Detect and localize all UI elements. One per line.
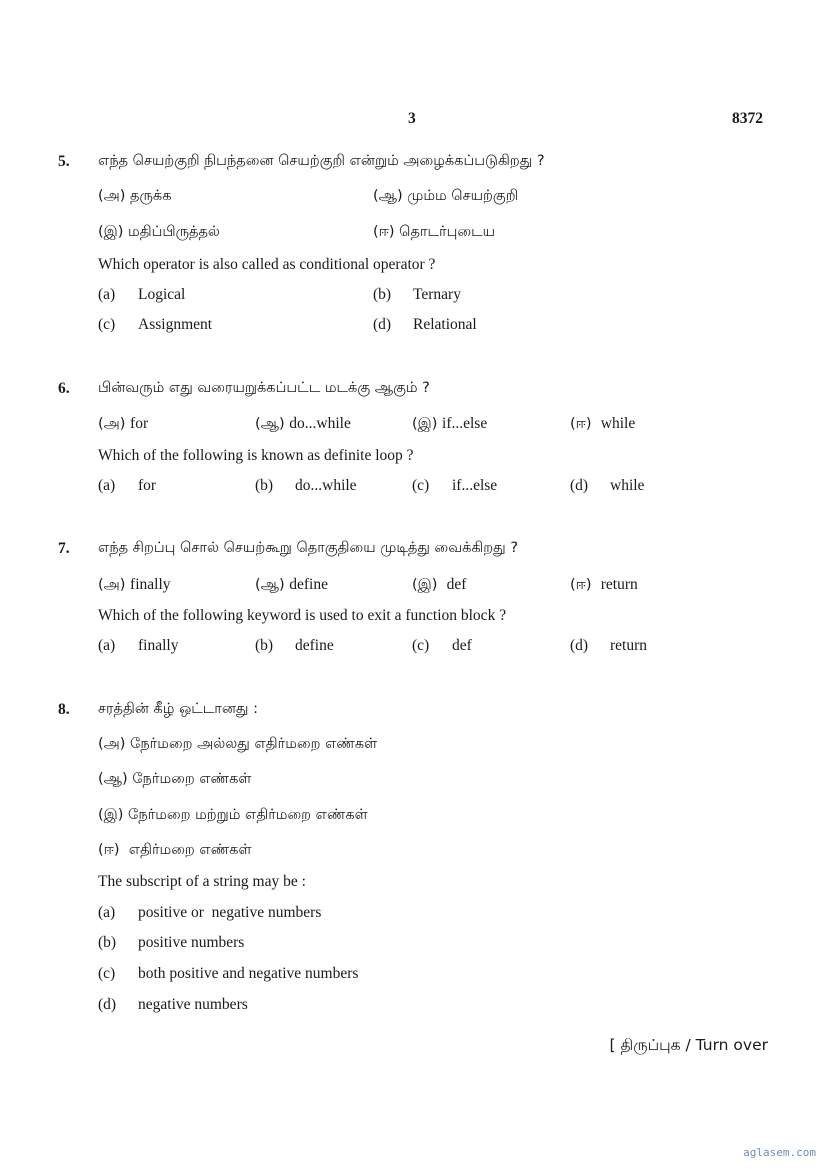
q7-tamil-option-b: (ஆ) define xyxy=(255,576,328,593)
q5-option-b-text: Ternary xyxy=(413,286,461,303)
q7-option-c-marker: (c) xyxy=(412,637,430,654)
q5-tamil-option-d: (ஈ) தொடர்புடைய xyxy=(373,224,496,240)
q8-option-a-text: positive or negative numbers xyxy=(138,904,322,921)
q6-option-a-marker: (a) xyxy=(98,477,116,494)
q6-tamil-option-a: (அ) for xyxy=(98,415,149,432)
page-number: 3 xyxy=(408,110,416,127)
q7-tamil-option-d: (ஈ) return xyxy=(570,576,638,593)
question-5-tamil: எந்த செயற்குறி நிபந்தனை செயற்குறி என்றும் அழைக்கப்படுகிறது ? xyxy=(98,153,545,169)
q7-option-d-marker: (d) xyxy=(570,637,589,654)
q7-option-b-text: define xyxy=(295,637,334,654)
q6-option-b-text: do...while xyxy=(295,477,357,494)
q8-tamil-option-b: (ஆ) நேர்மறை எண்கள் xyxy=(98,771,252,787)
q7-option-a-marker: (a) xyxy=(98,637,116,654)
q6-option-a-text: for xyxy=(138,477,157,494)
question-7-tamil: எந்த சிறப்பு சொல் செயற்கூறு தொகுதியை முடித்து வைக்கிறது ? xyxy=(98,540,519,556)
q5-tamil-option-c: (இ) மதிப்பிருத்தல் xyxy=(98,224,220,240)
question-5-english: Which operator is also called as conditional operator ? xyxy=(98,256,436,273)
question-7-english: Which of the following keyword is used to exit a function block ? xyxy=(98,607,507,624)
question-8-number: 8. xyxy=(58,701,70,718)
q5-option-b-marker: (b) xyxy=(373,286,392,303)
question-8-tamil: சரத்தின் கீழ் ஒட்டானது : xyxy=(98,701,259,717)
q7-option-a-text: finally xyxy=(138,637,179,654)
paper-code: 8372 xyxy=(732,110,763,127)
q5-tamil-option-b: (ஆ) மும்ம செயற்குறி xyxy=(373,188,519,204)
question-6-english: Which of the following is known as definite loop ? xyxy=(98,447,414,464)
q6-option-d-marker: (d) xyxy=(570,477,589,494)
q7-option-b-marker: (b) xyxy=(255,637,274,654)
q5-option-a-text: Logical xyxy=(138,286,186,303)
q8-option-b-text: positive numbers xyxy=(138,934,245,951)
question-6-number: 6. xyxy=(58,380,70,397)
q6-option-c-text: if...else xyxy=(452,477,498,494)
question-5-number: 5. xyxy=(58,153,70,170)
q8-option-c-text: both positive and negative numbers xyxy=(138,965,359,982)
question-6-tamil: பின்வரும் எது வரையறுக்கப்பட்ட மடக்கு ஆகும் ? xyxy=(98,380,430,396)
q5-option-c-text: Assignment xyxy=(138,316,213,333)
q8-option-b-marker: (b) xyxy=(98,934,117,951)
question-7-number: 7. xyxy=(58,540,70,557)
q8-option-a-marker: (a) xyxy=(98,904,116,921)
q8-tamil-option-c: (இ) நேர்மறை மற்றும் எதிர்மறை எண்கள் xyxy=(98,807,368,823)
q8-tamil-option-d: (ஈ) எதிர்மறை எண்கள் xyxy=(98,842,252,858)
q7-option-c-text: def xyxy=(452,637,472,654)
q6-tamil-option-b: (ஆ) do...while xyxy=(255,415,351,432)
q8-option-c-marker: (c) xyxy=(98,965,116,982)
q7-tamil-option-c: (இ) def xyxy=(412,576,467,593)
q8-option-d-text: negative numbers xyxy=(138,996,248,1013)
turn-over-note: [ திருப்புக / Turn over xyxy=(609,1036,768,1054)
q5-tamil-option-a: (அ) தருக்க xyxy=(98,188,172,204)
q5-option-c-marker: (c) xyxy=(98,316,116,333)
q6-option-b-marker: (b) xyxy=(255,477,274,494)
q6-tamil-option-d: (ஈ) while xyxy=(570,415,636,432)
question-8-english: The subscript of a string may be : xyxy=(98,873,306,890)
watermark: aglasem.com xyxy=(743,1146,816,1159)
q7-tamil-option-a: (அ) finally xyxy=(98,576,171,593)
q8-option-d-marker: (d) xyxy=(98,996,117,1013)
q6-option-d-text: while xyxy=(610,477,645,494)
q5-option-d-text: Relational xyxy=(413,316,477,333)
q8-tamil-option-a: (அ) நேர்மறை அல்லது எதிர்மறை எண்கள் xyxy=(98,736,378,752)
q7-option-d-text: return xyxy=(610,637,648,654)
q5-option-d-marker: (d) xyxy=(373,316,392,333)
q6-option-c-marker: (c) xyxy=(412,477,430,494)
q6-tamil-option-c: (இ) if...else xyxy=(412,415,488,432)
q5-option-a-marker: (a) xyxy=(98,286,116,303)
